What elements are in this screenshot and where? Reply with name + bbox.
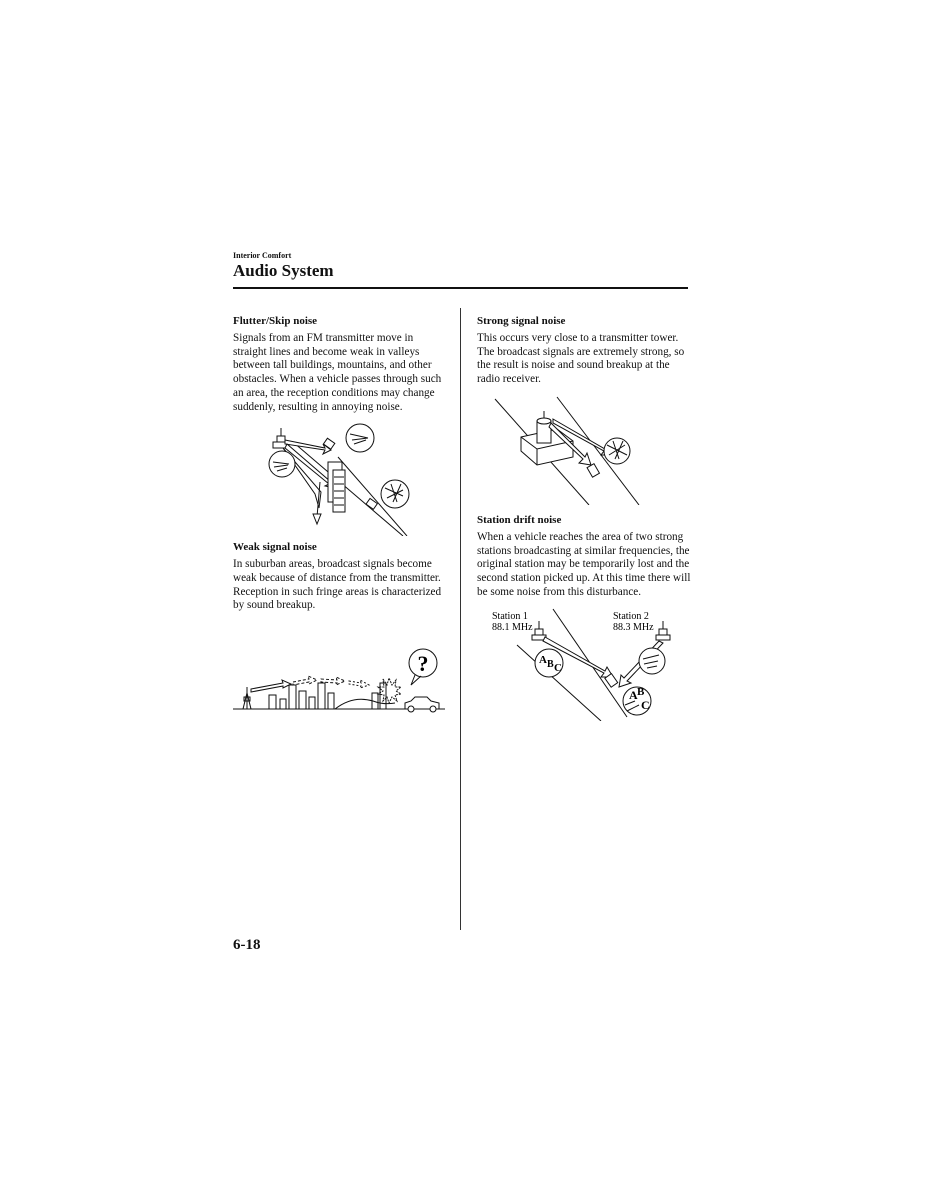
station1-label: Station 1 [492, 611, 528, 623]
section-label: Interior Comfort [233, 251, 292, 260]
flutter-heading: Flutter/Skip noise [233, 315, 318, 327]
weak-heading: Weak signal noise [233, 541, 317, 554]
station-drift-illustration [477, 605, 691, 721]
flutter-illustration [233, 422, 447, 536]
abc-letter-b: B [547, 659, 554, 671]
page-title: Audio System [233, 261, 334, 280]
title-rule [233, 287, 688, 289]
station1-freq: 88.1 MHz [492, 622, 533, 634]
column-divider [460, 308, 461, 930]
drift-body: When a vehicle reaches the area of two strong stations broadcasting at similar frequencies, the original station may be temporarily lost and the second station picked up. At this time there will be some noise from this disturbance. [477, 530, 691, 598]
weak-signal-illustration [233, 635, 447, 715]
strong-signal-illustration [477, 393, 691, 505]
station2-label: Station 2 [613, 611, 649, 623]
strong-body: This occurs very close to a transmitter tower. The broadcast signals are extremely strong, so the result is noise and sound breakup at the radio receiver. [477, 332, 685, 386]
flutter-body: Signals from an FM transmitter move in straight lines and become weak in valleys between tall buildings, mountains, and other obstacles. When a vehicle passes through such an area, the reception conditions may change suddenly, resulting in annoying noise. [233, 332, 442, 413]
svg-text:?: ? [417, 651, 429, 677]
left-column [233, 314, 447, 715]
strong-heading: Strong signal noise [477, 315, 566, 327]
abc-letter-a: A [539, 654, 547, 667]
right-column [477, 314, 691, 721]
abc2-letter-b: B [637, 686, 645, 699]
drift-heading: Station drift noise [477, 513, 562, 526]
page-number: 6-18 [233, 937, 261, 953]
station2-freq: 88.3 MHz [613, 622, 654, 634]
abc-letter-c: C [554, 662, 562, 675]
abc2-letter-a: A [629, 688, 638, 703]
weak-body: In suburban areas, broadcast signals become weak because of distance from the transmitter. Reception in such fringe areas is characterized by sound breakup. [233, 558, 442, 612]
abc2-letter-c: C [641, 698, 650, 713]
